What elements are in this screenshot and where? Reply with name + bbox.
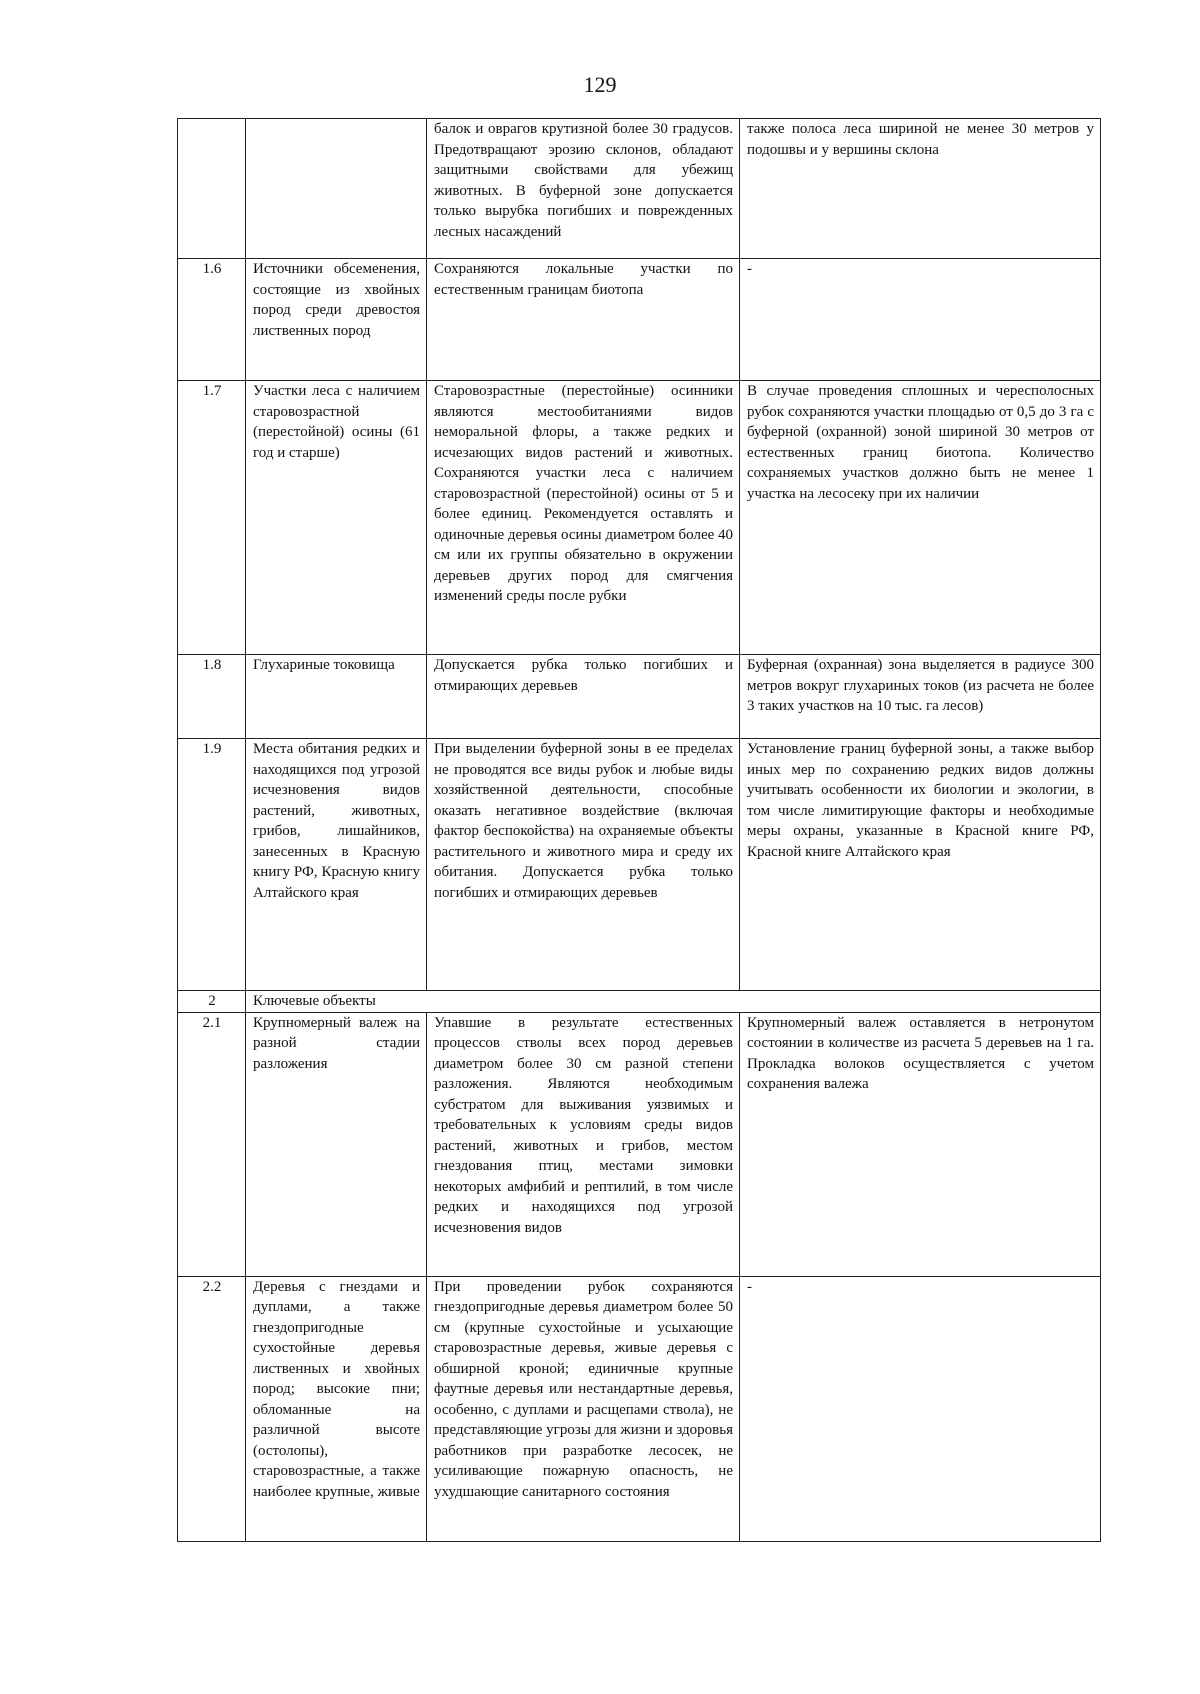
object-description: Старовозрастные (перестойные) осинники являются местообитаниями видов неморальной флоры, а также редких и исчезающих видов растений и животных. Сохраняются участки леса с наличием старовозрастной (перестойной) осины от 5 и более единиц. Рекомендуется оставлять и одиночные деревья осины диаметром более 40 см или их группы обязательно в окружении деревьев других пород для смягчения изменений среды после рубки: [427, 381, 740, 655]
table-row: [178, 259, 1101, 381]
object-description: Допускается рубка только погибших и отмирающих деревьев: [427, 655, 740, 739]
section-title: Ключевые объекты: [246, 991, 1101, 1013]
object-description: Упавшие в результате естественных процессов стволы всех пород деревьев диаметром более 30 см разной степени разложения. Являются необходимым субстратом для выживания уязвимых и требовательных к условиям среды видов растений, животных и грибов, местом гнездования птиц, местами зимовки некоторых амфибий и рептилий, в том числе редких и находящихся под угрозой исчезновения видов: [427, 1012, 740, 1276]
row-number: 1.7: [178, 381, 246, 655]
preservation-rule: Крупномерный валеж оставляется в нетронутом состоянии в количестве из расчета 5 деревьев на 1 га. Прокладка волоков осуществляется с учетом сохранения валежа: [740, 1012, 1101, 1276]
section-number: 2: [178, 991, 246, 1013]
section-row: [178, 991, 1101, 1013]
object-description: балок и оврагов крутизной более 30 градусов. Предотвращают эрозию склонов, обладают защитными свойствами для убежищ животных. В буферной зоне допускается только вырубка погибших и поврежденных лесных насаждений: [427, 119, 740, 259]
object-description: При выделении буферной зоны в ее пределах не проводятся все виды рубок и любые виды хозяйственной деятельности, способные оказать негативное воздействие (включая фактор беспокойства) на охраняемые объекты растительного и животного мира и среду их обитания. Допускается рубка только погибших и отмирающих деревьев: [427, 739, 740, 991]
preservation-rule: -: [740, 1276, 1101, 1541]
table-row: [178, 119, 1101, 259]
object-name: Места обитания редких и находящихся под угрозой исчезновения видов растений, животных, грибов, лишайников, занесенных в Красную книгу РФ, Красную книгу Алтайского края: [246, 739, 427, 991]
table-row: [178, 655, 1101, 739]
row-number: 1.8: [178, 655, 246, 739]
table-row: [178, 1012, 1101, 1276]
row-number: 2.1: [178, 1012, 246, 1276]
row-number: 2.2: [178, 1276, 246, 1541]
object-description: Сохраняются локальные участки по естественным границам биотопа: [427, 259, 740, 381]
table-row: [178, 739, 1101, 991]
row-number: 1.9: [178, 739, 246, 991]
object-name: Крупномерный валеж на разной стадии разложения: [246, 1012, 427, 1276]
object-description: При проведении рубок сохраняются гнездопригодные деревья диаметром более 50 см (крупные сухостойные и усыхающие старовозрастные деревья, живые деревья с обширной кроной; единичные крупные фаутные деревья или нестандартные деревья, особенно, с дуплами и расщепами ствола), не представляющие угрозы для жизни и здоровья работников при разработке лесосек, не усиливающие пожарную опасность, не ухудшающие санитарного состояния: [427, 1276, 740, 1541]
object-name: Источники обсеменения, состоящие из хвойных пород среди древостоя лиственных пород: [246, 259, 427, 381]
preservation-rule: Установление границ буферной зоны, а также выбор иных мер по сохранению редких видов должны учитывать особенности их биологии и экологии, в том числе лимитирующие факторы и необходимые меры охраны, указанные в Красной книге РФ, Красной книге Алтайского края: [740, 739, 1101, 991]
row-number: [178, 119, 246, 259]
preservation-rule: также полоса леса шириной не менее 30 метров у подошвы и у вершины склона: [740, 119, 1101, 259]
object-name: Глухариные токовища: [246, 655, 427, 739]
object-name: Деревья с гнездами и дуплами, а также гнездопригодные сухостойные деревья лиственных и хвойных пород; высокие пни; обломанные на различной высоте (остолопы), старовозрастные, а также наиболее крупные, живые: [246, 1276, 427, 1541]
table-row: [178, 1276, 1101, 1541]
row-number: 1.6: [178, 259, 246, 381]
object-name: Участки леса с наличием старовозрастной (перестойной) осины (61 год и старше): [246, 381, 427, 655]
preservation-rule: В случае проведения сплошных и чересполосных рубок сохраняются участки площадью от 0,5 до 3 га с буферной (охранной) зоной шириной 30 метров от естественных границ биотопа. Количество сохраняемых участков должно быть не менее 1 участка на лесосеку при их наличии: [740, 381, 1101, 655]
document-table: [177, 118, 1101, 1542]
preservation-rule: Буферная (охранная) зона выделяется в радиусе 300 метров вокруг глухариных токов (из расчета не более 3 таких участков на 10 тыс. га лесов): [740, 655, 1101, 739]
page-number: 129: [583, 72, 617, 97]
preservation-rule: -: [740, 259, 1101, 381]
table-row: [178, 381, 1101, 655]
object-name: [246, 119, 427, 259]
